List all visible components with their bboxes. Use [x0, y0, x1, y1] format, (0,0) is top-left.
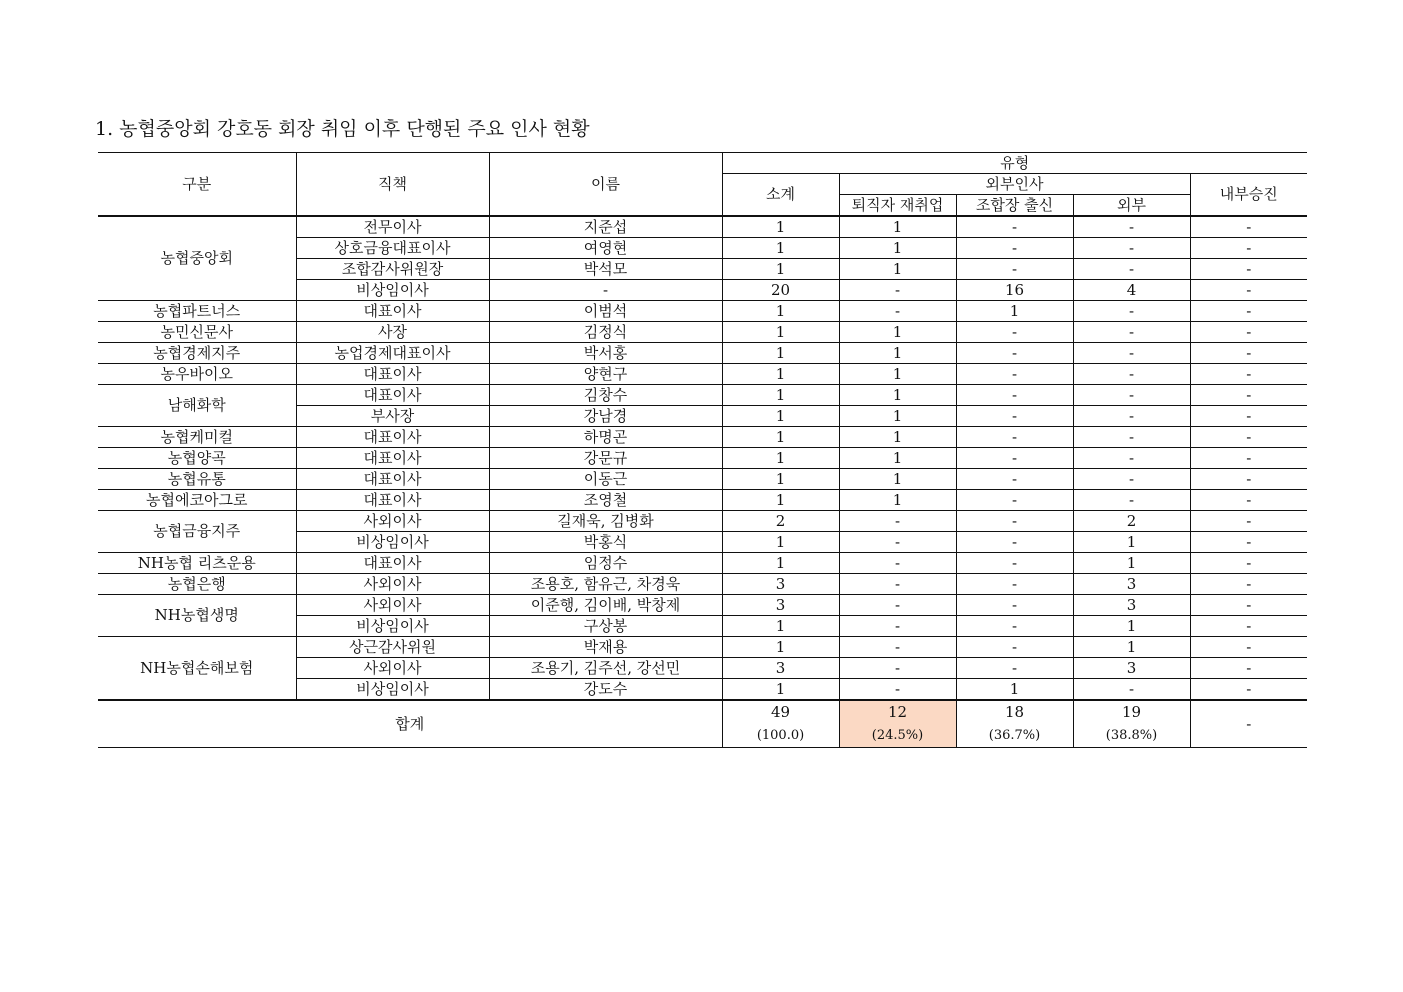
table-row	[98, 322, 1307, 343]
cell-outside: -	[1073, 259, 1190, 280]
cell-subtotal: 1	[722, 364, 839, 385]
cell-subtotal: 1	[722, 238, 839, 259]
cell-subtotal: 1	[722, 216, 839, 238]
cell-coop: -	[956, 595, 1073, 616]
cell-position: 비상임이사	[296, 616, 489, 637]
cell-position: 비상임이사	[296, 679, 489, 701]
cell-coop: -	[956, 658, 1073, 679]
cell-subtotal: 3	[722, 595, 839, 616]
cell-position: 대표이사	[296, 469, 489, 490]
cell-internal: -	[1190, 406, 1307, 427]
header-position: 직책	[296, 153, 489, 217]
cell-coop: -	[956, 427, 1073, 448]
cell-internal: -	[1190, 595, 1307, 616]
cell-subtotal: 1	[722, 469, 839, 490]
total-coop-pct: (36.7%)	[988, 728, 1041, 743]
header-type: 유형	[722, 153, 1307, 174]
cell-name: 하명곤	[489, 427, 722, 448]
cell-position: 비상임이사	[296, 532, 489, 553]
cell-internal: -	[1190, 259, 1307, 280]
cell-retiree: 1	[839, 406, 956, 427]
cell-category: 농협에코아그로	[98, 490, 296, 511]
cell-retiree: -	[839, 658, 956, 679]
cell-position: 대표이사	[296, 427, 489, 448]
cell-category: 남해화학	[98, 385, 296, 427]
cell-name: 구상봉	[489, 616, 722, 637]
table-row	[98, 385, 1307, 406]
cell-position: 부사장	[296, 406, 489, 427]
cell-position: 사외이사	[296, 658, 489, 679]
cell-name: 조용호, 함유근, 차경욱	[489, 574, 722, 595]
cell-subtotal: 1	[722, 637, 839, 658]
cell-name: 이준행, 김이배, 박창제	[489, 595, 722, 616]
cell-retiree: 1	[839, 259, 956, 280]
cell-coop: -	[956, 364, 1073, 385]
cell-position: 상근감사위원	[296, 637, 489, 658]
cell-coop: -	[956, 322, 1073, 343]
cell-outside: -	[1073, 490, 1190, 511]
cell-coop: -	[956, 406, 1073, 427]
cell-name: 박석모	[489, 259, 722, 280]
table-row	[98, 490, 1307, 511]
total-outside: 19	[1121, 703, 1142, 721]
cell-internal: -	[1190, 469, 1307, 490]
cell-internal: -	[1190, 364, 1307, 385]
cell-outside: -	[1073, 427, 1190, 448]
cell-category: 농협금융지주	[98, 511, 296, 553]
cell-subtotal: 1	[722, 490, 839, 511]
cell-retiree: 1	[839, 469, 956, 490]
cell-outside: 1	[1073, 553, 1190, 574]
cell-subtotal: 1	[722, 301, 839, 322]
cell-category: 농협양곡	[98, 448, 296, 469]
header-internal: 내부승진	[1190, 174, 1307, 217]
cell-coop: -	[956, 385, 1073, 406]
cell-internal: -	[1190, 532, 1307, 553]
cell-subtotal: 1	[722, 679, 839, 701]
cell-coop: 16	[956, 280, 1073, 301]
cell-outside: -	[1073, 406, 1190, 427]
cell-internal: -	[1190, 490, 1307, 511]
cell-internal: -	[1190, 427, 1307, 448]
total-retiree-cell	[839, 700, 956, 748]
cell-position: 사외이사	[296, 511, 489, 532]
header-category: 구분	[98, 153, 296, 217]
cell-name: 이동근	[489, 469, 722, 490]
cell-internal: -	[1190, 322, 1307, 343]
cell-retiree: 1	[839, 448, 956, 469]
total-retiree: 12	[887, 703, 908, 721]
cell-position: 전무이사	[296, 216, 489, 238]
cell-category: NH농협 리츠운용	[98, 553, 296, 574]
cell-coop: -	[956, 469, 1073, 490]
cell-name: -	[489, 280, 722, 301]
cell-category: 농협유통	[98, 469, 296, 490]
total-internal: -	[1190, 700, 1307, 748]
cell-position: 대표이사	[296, 553, 489, 574]
cell-internal: -	[1190, 280, 1307, 301]
table-row	[98, 553, 1307, 574]
cell-outside: 1	[1073, 637, 1190, 658]
cell-retiree: 1	[839, 343, 956, 364]
cell-outside: -	[1073, 238, 1190, 259]
cell-retiree: -	[839, 616, 956, 637]
cell-position: 조합감사위원장	[296, 259, 489, 280]
cell-internal: -	[1190, 301, 1307, 322]
cell-position: 대표이사	[296, 364, 489, 385]
cell-retiree: -	[839, 637, 956, 658]
cell-name: 김창수	[489, 385, 722, 406]
cell-position: 사외이사	[296, 574, 489, 595]
total-outside-pct: (38.8%)	[1105, 728, 1158, 743]
cell-outside: -	[1073, 679, 1190, 701]
cell-retiree: 1	[839, 238, 956, 259]
header-external: 외부인사	[839, 174, 1190, 195]
cell-position: 상호금융대표이사	[296, 238, 489, 259]
cell-internal: -	[1190, 385, 1307, 406]
cell-retiree: 1	[839, 322, 956, 343]
cell-position: 대표이사	[296, 301, 489, 322]
table-row	[98, 301, 1307, 322]
cell-category: 농협파트너스	[98, 301, 296, 322]
cell-name: 박서홍	[489, 343, 722, 364]
cell-subtotal: 1	[722, 322, 839, 343]
total-retiree-pct: (24.5%)	[871, 728, 924, 743]
total-subtotal-pct: (100.0)	[756, 728, 805, 743]
cell-internal: -	[1190, 448, 1307, 469]
table-row	[98, 364, 1307, 385]
cell-name: 조영철	[489, 490, 722, 511]
cell-internal: -	[1190, 616, 1307, 637]
document-title: 1. 농협중앙회 강호동 회장 취임 이후 단행된 주요 인사 현황	[95, 118, 590, 140]
table-footer	[98, 700, 1307, 748]
cell-outside: 1	[1073, 616, 1190, 637]
cell-category: 농민신문사	[98, 322, 296, 343]
cell-coop: -	[956, 490, 1073, 511]
total-coop-cell	[956, 700, 1073, 748]
cell-position: 대표이사	[296, 385, 489, 406]
header-subtotal: 소계	[722, 174, 839, 217]
cell-category: 농협중앙회	[98, 216, 296, 301]
total-subtotal: 49	[770, 703, 791, 721]
cell-retiree: 1	[839, 385, 956, 406]
cell-coop: -	[956, 511, 1073, 532]
cell-internal: -	[1190, 553, 1307, 574]
cell-outside: -	[1073, 322, 1190, 343]
cell-name: 조용기, 김주선, 강선민	[489, 658, 722, 679]
cell-internal: -	[1190, 658, 1307, 679]
cell-internal: -	[1190, 574, 1307, 595]
cell-internal: -	[1190, 511, 1307, 532]
cell-internal: -	[1190, 679, 1307, 701]
cell-position: 대표이사	[296, 448, 489, 469]
table-row	[98, 469, 1307, 490]
cell-internal: -	[1190, 637, 1307, 658]
cell-subtotal: 1	[722, 343, 839, 364]
cell-subtotal: 3	[722, 574, 839, 595]
cell-retiree: -	[839, 301, 956, 322]
cell-name: 이범석	[489, 301, 722, 322]
cell-subtotal: 2	[722, 511, 839, 532]
cell-retiree: 1	[839, 216, 956, 238]
total-outside-cell	[1073, 700, 1190, 748]
cell-subtotal: 20	[722, 280, 839, 301]
cell-subtotal: 1	[722, 448, 839, 469]
table-row	[98, 637, 1307, 658]
cell-coop: -	[956, 259, 1073, 280]
cell-position: 비상임이사	[296, 280, 489, 301]
cell-category: 농협케미컬	[98, 427, 296, 448]
cell-category: 농협경제지주	[98, 343, 296, 364]
cell-outside: 3	[1073, 658, 1190, 679]
cell-coop: -	[956, 343, 1073, 364]
cell-position: 대표이사	[296, 490, 489, 511]
cell-name: 박홍식	[489, 532, 722, 553]
cell-name: 강남경	[489, 406, 722, 427]
cell-category: 농협은행	[98, 574, 296, 595]
cell-position: 농업경제대표이사	[296, 343, 489, 364]
cell-category: 농우바이오	[98, 364, 296, 385]
cell-coop: -	[956, 574, 1073, 595]
cell-subtotal: 1	[722, 532, 839, 553]
cell-outside: -	[1073, 301, 1190, 322]
cell-coop: 1	[956, 679, 1073, 701]
table-body	[98, 216, 1307, 700]
cell-subtotal: 1	[722, 406, 839, 427]
cell-subtotal: 1	[722, 427, 839, 448]
cell-outside: 4	[1073, 280, 1190, 301]
cell-coop: -	[956, 216, 1073, 238]
cell-outside: -	[1073, 216, 1190, 238]
table-row	[98, 343, 1307, 364]
cell-name: 박재용	[489, 637, 722, 658]
total-row	[98, 700, 1307, 748]
cell-retiree: -	[839, 532, 956, 553]
cell-internal: -	[1190, 238, 1307, 259]
cell-subtotal: 1	[722, 616, 839, 637]
cell-coop: -	[956, 238, 1073, 259]
cell-category: NH농협생명	[98, 595, 296, 637]
total-coop: 18	[1004, 703, 1025, 721]
cell-subtotal: 1	[722, 385, 839, 406]
cell-outside: 3	[1073, 595, 1190, 616]
cell-name: 여영현	[489, 238, 722, 259]
cell-outside: 2	[1073, 511, 1190, 532]
cell-coop: 1	[956, 301, 1073, 322]
cell-retiree: 1	[839, 490, 956, 511]
table-row	[98, 511, 1307, 532]
total-subtotal-cell	[722, 700, 839, 748]
cell-subtotal: 1	[722, 553, 839, 574]
cell-retiree: 1	[839, 427, 956, 448]
table-row	[98, 216, 1307, 238]
table-header	[98, 153, 1307, 217]
header-name: 이름	[489, 153, 722, 217]
cell-retiree: -	[839, 280, 956, 301]
cell-outside: -	[1073, 343, 1190, 364]
cell-retiree: -	[839, 679, 956, 701]
cell-position: 사외이사	[296, 595, 489, 616]
cell-retiree: 1	[839, 364, 956, 385]
table-row	[98, 448, 1307, 469]
header-coop: 조합장 출신	[956, 195, 1073, 217]
cell-outside: 3	[1073, 574, 1190, 595]
cell-outside: -	[1073, 364, 1190, 385]
cell-category: NH농협손해보험	[98, 637, 296, 701]
cell-outside: -	[1073, 385, 1190, 406]
cell-name: 김정식	[489, 322, 722, 343]
cell-outside: -	[1073, 469, 1190, 490]
cell-outside: 1	[1073, 532, 1190, 553]
cell-subtotal: 1	[722, 259, 839, 280]
cell-position: 사장	[296, 322, 489, 343]
cell-coop: -	[956, 553, 1073, 574]
header-outside: 외부	[1073, 195, 1190, 217]
cell-retiree: -	[839, 595, 956, 616]
cell-name: 강도수	[489, 679, 722, 701]
cell-coop: -	[956, 448, 1073, 469]
cell-internal: -	[1190, 216, 1307, 238]
cell-retiree: -	[839, 553, 956, 574]
cell-name: 지준섭	[489, 216, 722, 238]
header-retiree: 퇴직자 재취업	[839, 195, 956, 217]
table-row	[98, 574, 1307, 595]
cell-outside: -	[1073, 448, 1190, 469]
cell-name: 양현구	[489, 364, 722, 385]
cell-retiree: -	[839, 511, 956, 532]
cell-coop: -	[956, 532, 1073, 553]
cell-name: 길재욱, 김병화	[489, 511, 722, 532]
table-row	[98, 427, 1307, 448]
total-label: 합계	[98, 700, 722, 748]
cell-name: 임정수	[489, 553, 722, 574]
table-row	[98, 595, 1307, 616]
cell-retiree: -	[839, 574, 956, 595]
cell-coop: -	[956, 637, 1073, 658]
cell-subtotal: 3	[722, 658, 839, 679]
cell-coop: -	[956, 616, 1073, 637]
cell-name: 강문규	[489, 448, 722, 469]
cell-internal: -	[1190, 343, 1307, 364]
personnel-table	[98, 152, 1307, 748]
